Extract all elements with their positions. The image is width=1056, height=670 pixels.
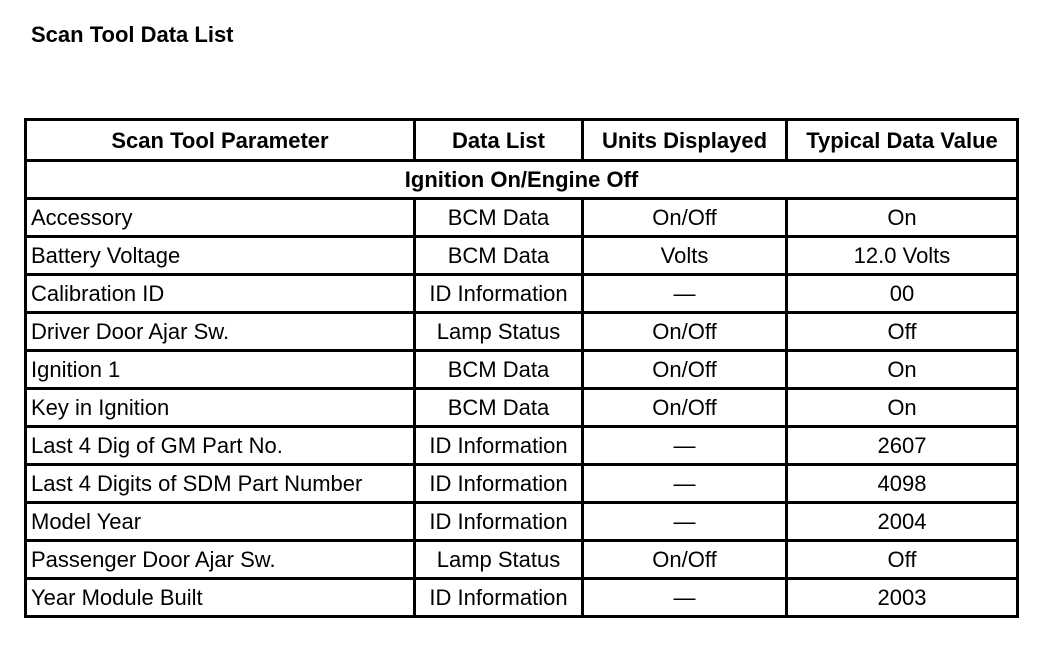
cell-typical-value: 2607 bbox=[787, 427, 1018, 465]
cell-data-list: ID Information bbox=[415, 465, 583, 503]
cell-parameter: Passenger Door Ajar Sw. bbox=[26, 541, 415, 579]
cell-units: — bbox=[583, 579, 787, 617]
page-title: Scan Tool Data List bbox=[31, 22, 234, 47]
cell-units: — bbox=[583, 503, 787, 541]
cell-parameter: Accessory bbox=[26, 199, 415, 237]
cell-data-list: ID Information bbox=[415, 275, 583, 313]
cell-data-list: BCM Data bbox=[415, 199, 583, 237]
cell-typical-value: 12.0 Volts bbox=[787, 237, 1018, 275]
cell-parameter: Last 4 Digits of SDM Part Number bbox=[26, 465, 415, 503]
table-row bbox=[26, 427, 1018, 465]
cell-data-list: Lamp Status bbox=[415, 541, 583, 579]
scan-tool-data-table bbox=[24, 118, 1019, 618]
table-row bbox=[26, 541, 1018, 579]
cell-typical-value: 2003 bbox=[787, 579, 1018, 617]
table-row bbox=[26, 465, 1018, 503]
table-row bbox=[26, 351, 1018, 389]
cell-data-list: ID Information bbox=[415, 579, 583, 617]
table-row bbox=[26, 275, 1018, 313]
cell-data-list: ID Information bbox=[415, 503, 583, 541]
cell-data-list: BCM Data bbox=[415, 351, 583, 389]
cell-units: On/Off bbox=[583, 199, 787, 237]
cell-parameter: Battery Voltage bbox=[26, 237, 415, 275]
cell-parameter: Model Year bbox=[26, 503, 415, 541]
header-typical-data-value: Typical Data Value bbox=[787, 120, 1018, 161]
cell-typical-value: Off bbox=[787, 541, 1018, 579]
cell-typical-value: On bbox=[787, 389, 1018, 427]
section-row bbox=[26, 161, 1018, 199]
cell-parameter: Ignition 1 bbox=[26, 351, 415, 389]
cell-units: — bbox=[583, 275, 787, 313]
cell-data-list: BCM Data bbox=[415, 237, 583, 275]
cell-typical-value: Off bbox=[787, 313, 1018, 351]
cell-units: — bbox=[583, 427, 787, 465]
cell-units: On/Off bbox=[583, 351, 787, 389]
header-units-displayed: Units Displayed bbox=[583, 120, 787, 161]
cell-parameter: Last 4 Dig of GM Part No. bbox=[26, 427, 415, 465]
table-row bbox=[26, 313, 1018, 351]
cell-units: On/Off bbox=[583, 541, 787, 579]
header-data-list: Data List bbox=[415, 120, 583, 161]
cell-parameter: Key in Ignition bbox=[26, 389, 415, 427]
cell-units: — bbox=[583, 465, 787, 503]
table-row bbox=[26, 389, 1018, 427]
cell-data-list: Lamp Status bbox=[415, 313, 583, 351]
cell-typical-value: 2004 bbox=[787, 503, 1018, 541]
cell-units: On/Off bbox=[583, 389, 787, 427]
cell-typical-value: On bbox=[787, 351, 1018, 389]
cell-parameter: Year Module Built bbox=[26, 579, 415, 617]
header-scan-tool-parameter: Scan Tool Parameter bbox=[26, 120, 415, 161]
section-heading: Ignition On/Engine Off bbox=[26, 161, 1018, 199]
header-row bbox=[26, 120, 1018, 161]
cell-typical-value: 00 bbox=[787, 275, 1018, 313]
cell-units: Volts bbox=[583, 237, 787, 275]
table-row bbox=[26, 237, 1018, 275]
cell-data-list: BCM Data bbox=[415, 389, 583, 427]
cell-units: On/Off bbox=[583, 313, 787, 351]
table-row bbox=[26, 199, 1018, 237]
cell-parameter: Driver Door Ajar Sw. bbox=[26, 313, 415, 351]
table-row bbox=[26, 579, 1018, 617]
table-row bbox=[26, 503, 1018, 541]
cell-typical-value: On bbox=[787, 199, 1018, 237]
cell-typical-value: 4098 bbox=[787, 465, 1018, 503]
cell-parameter: Calibration ID bbox=[26, 275, 415, 313]
cell-data-list: ID Information bbox=[415, 427, 583, 465]
